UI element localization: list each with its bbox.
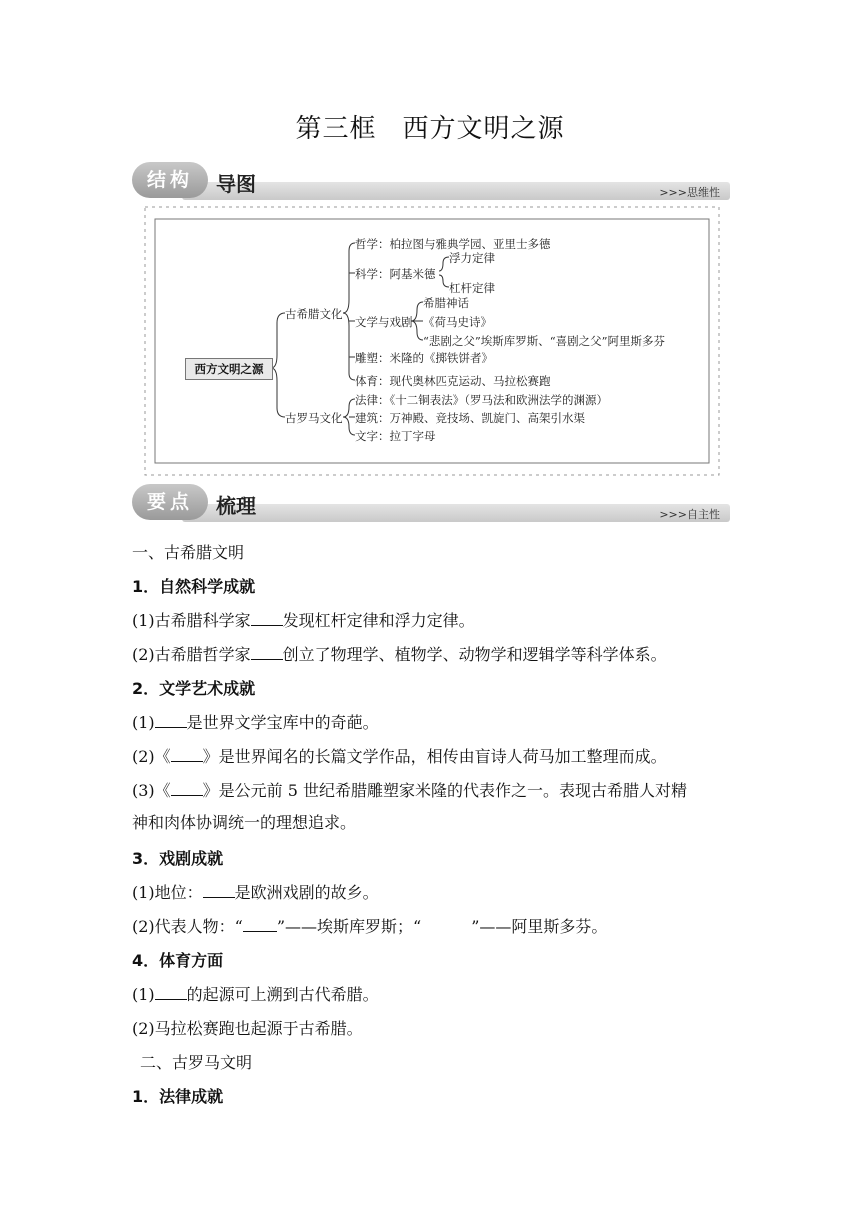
section-label: 导图: [216, 172, 256, 196]
text-line: (3)《 》是公元前 5 世纪希腊雕塑家米隆的代表作之一。表现古希腊人对精: [132, 781, 688, 800]
fill-blank[interactable]: [243, 917, 277, 932]
node-buoyancy: 浮力定律: [449, 251, 495, 265]
text-line: (2)古希腊哲学家 创立了物理学、植物学、动物学和逻辑学等科学体系。: [132, 645, 667, 664]
node-philosophy: 哲学：柏拉图与雅典学园、亚里士多德: [355, 237, 551, 251]
node-sculpture: 雕塑：米隆的《掷铁饼者》: [355, 351, 493, 365]
text-line: (2)代表人物：“ ”——埃斯库罗斯；“ ”——阿里斯多芬。: [132, 917, 608, 936]
section-header-structure: [132, 160, 730, 202]
text-line: (2)马拉松赛跑也起源于古希腊。: [132, 1019, 363, 1038]
section-label: 梳理: [216, 494, 256, 518]
subheading: 3．戏剧成就: [132, 849, 224, 868]
section-tag: >>>思维性: [659, 186, 720, 199]
text-line: (1) 是世界文学宝库中的奇葩。: [132, 713, 379, 732]
fill-blank[interactable]: [171, 781, 203, 796]
node-literature: 文学与戏剧: [355, 315, 413, 329]
text-line: (1)古希腊科学家 发现杠杆定律和浮力定律。: [132, 611, 475, 630]
node-greek: 古希腊文化: [285, 307, 343, 321]
diagram-root: 西方文明之源: [185, 358, 273, 380]
node-architecture: 建筑：万神殿、竞技场、凯旋门、高架引水渠: [355, 411, 585, 425]
section-heading: 一、古希腊文明: [132, 543, 245, 562]
node-lever: 杠杆定律: [449, 281, 495, 295]
mind-map-diagram: [143, 205, 721, 477]
section-tag: >>>自主性: [659, 508, 720, 521]
node-sport: 体育：现代奥林匹克运动、马拉松赛跑: [355, 374, 551, 388]
subheading: 1．法律成就: [132, 1087, 224, 1106]
fill-blank[interactable]: [251, 645, 283, 660]
text-line: 神和肉体协调统一的理想追求。: [132, 813, 357, 832]
text-line: (1) 的起源可上溯到古代希腊。: [132, 985, 379, 1004]
text-line: (2)《 》是世界闻名的长篇文学作品，相传由盲诗人荷马加工整理而成。: [132, 747, 667, 766]
node-science: 科学：阿基米德: [355, 267, 436, 281]
node-drama: “悲剧之父”埃斯库罗斯、“喜剧之父”阿里斯多芬: [423, 334, 666, 348]
node-script: 文字：拉丁字母: [355, 429, 436, 443]
fill-blank[interactable]: [203, 883, 235, 898]
section-header-key-points: [132, 482, 730, 524]
fill-blank[interactable]: [171, 747, 203, 762]
node-myth: 希腊神话: [423, 296, 469, 310]
node-law: 法律：《十二铜表法》（罗马法和欧洲法学的渊源）: [355, 393, 608, 407]
section-pill: 要点: [132, 484, 208, 520]
subheading: 4．体育方面: [132, 951, 224, 970]
page-title: 第三框 西方文明之源: [295, 114, 565, 144]
node-homer: 《荷马史诗》: [423, 315, 492, 329]
subheading: 2．文学艺术成就: [132, 679, 256, 698]
section-heading: 二、古罗马文明: [140, 1053, 253, 1072]
fill-blank[interactable]: [155, 985, 187, 1000]
section-pill: 结构: [132, 162, 208, 198]
node-roman: 古罗马文化: [285, 411, 343, 425]
text-line: (1)地位： 是欧洲戏剧的故乡。: [132, 883, 379, 902]
fill-blank[interactable]: [155, 713, 187, 728]
subheading: 1．自然科学成就: [132, 577, 256, 596]
fill-blank[interactable]: [251, 611, 283, 626]
